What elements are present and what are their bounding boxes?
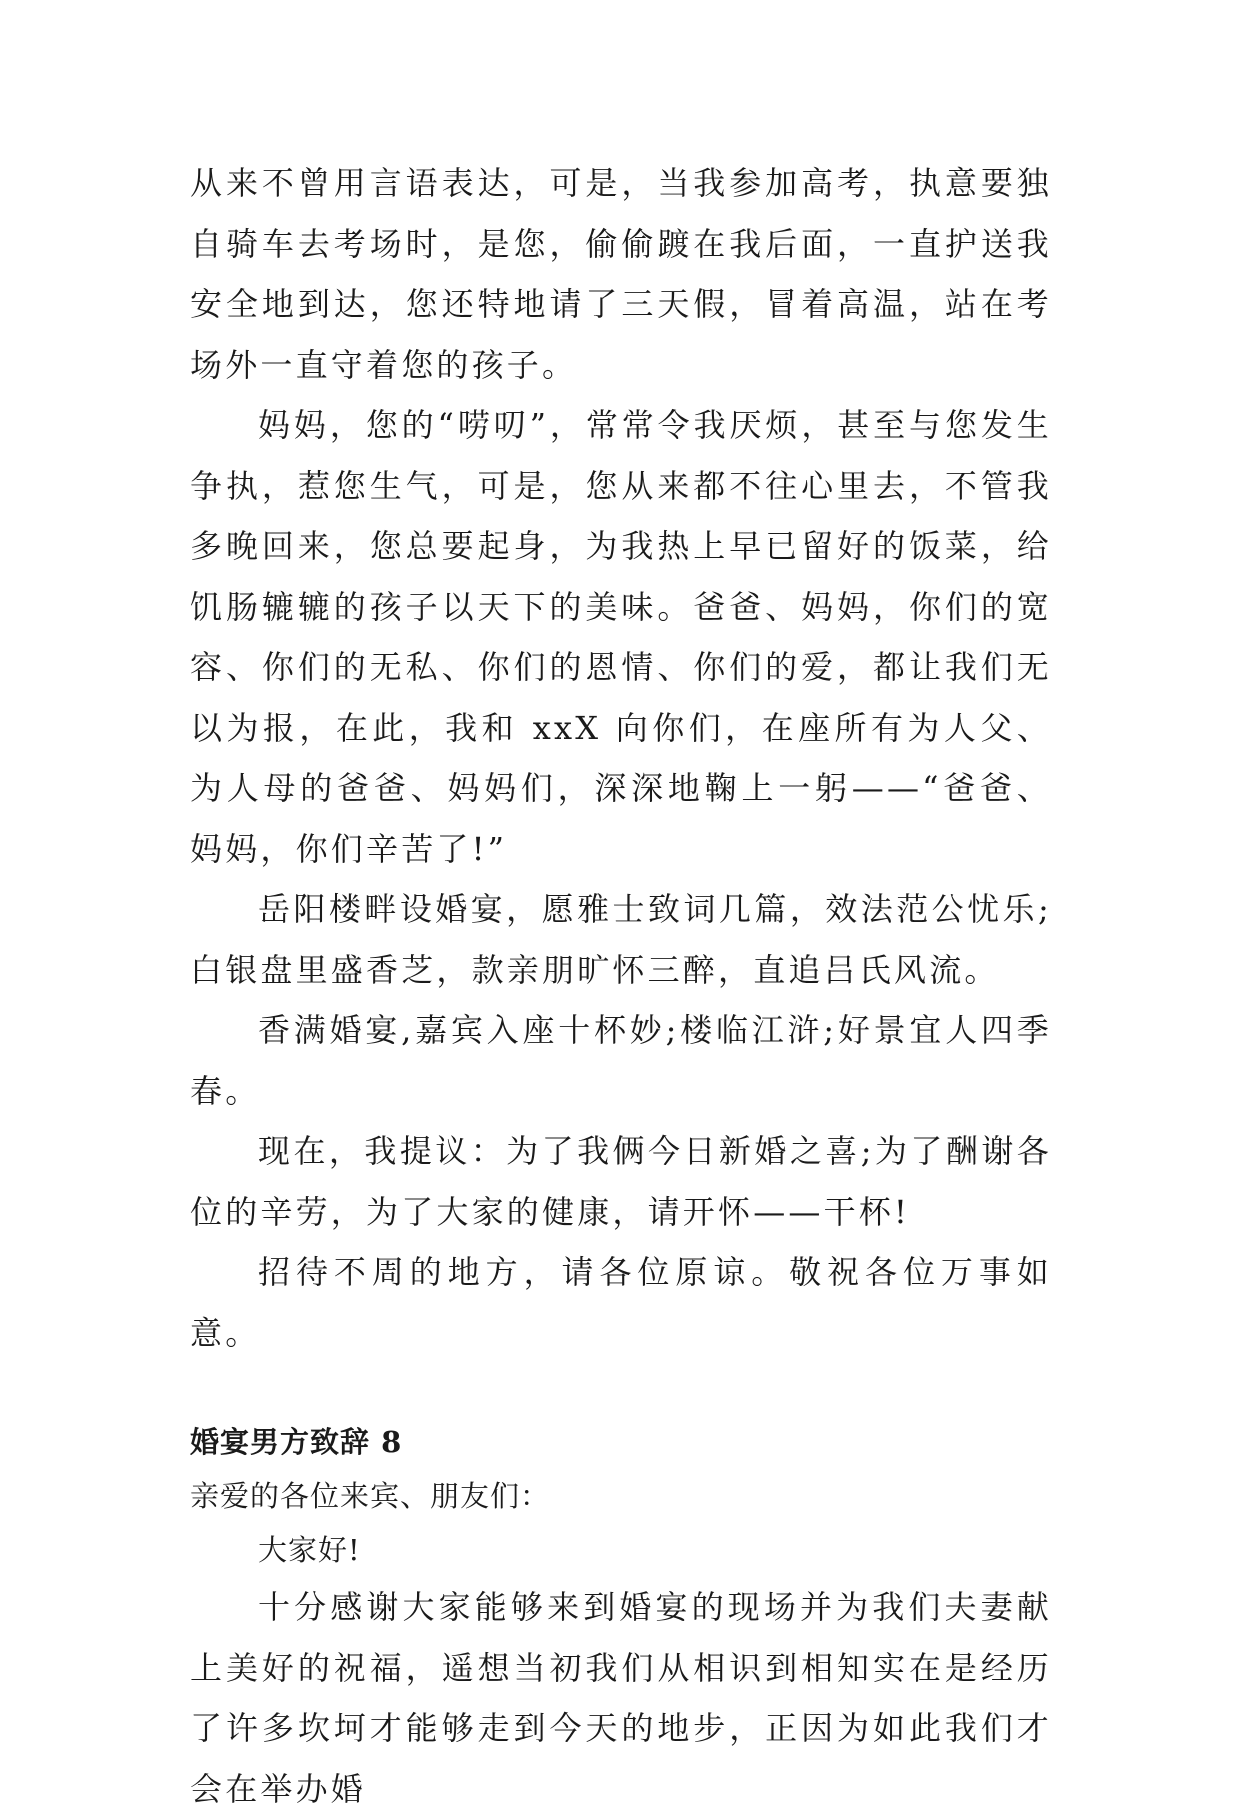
paragraph-4: 香满婚宴,嘉宾入座十杯妙;楼临江浒;好景宜人四季春。 bbox=[190, 1011, 1052, 1110]
salutation: 亲爱的各位来宾、朋友们： bbox=[190, 1479, 551, 1513]
paragraph-2: 妈妈，您的“唠叨”，常常令我厌烦，甚至与您发生争执，惹您生气，可是，您从来都不往心里去，不管我多晚回来，您总要起身，为我热上早已留好的饭菜，给饥肠辘辘的孩子以天下的美味。爸爸、妈妈，你们的宽容、你们的无私、你们的恩情、你们的爱，都让我们无以为报，在此，我和 xxX 向你们，在座所有为人父、为人母的爸爸、妈妈们，深深地鞠上一躬——“爸爸、妈妈，你们辛苦了!” bbox=[190, 406, 1052, 868]
paragraph-6: 招待不周的地方，请各位原谅。敬祝各位万事如意。 bbox=[190, 1253, 1052, 1352]
paragraph-3: 岳阳楼畔设婚宴，愿雅士致词几篇，效法范公忧乐;白银盘里盛香芝，款亲朋旷怀三醉，直追吕氏风流。 bbox=[190, 890, 1052, 989]
greeting: 大家好! bbox=[258, 1533, 361, 1567]
paragraph-5: 现在，我提议：为了我俩今日新婚之喜;为了酬谢各位的辛劳，为了大家的健康，请开怀——干杯! bbox=[190, 1132, 1052, 1231]
paragraph-7: 十分感谢大家能够来到婚宴的现场并为我们夫妻献上美好的祝福，遥想当初我们从相识到相知实在是经历了许多坎坷才能够走到今天的地步，正因为如此我们才会在举办婚 bbox=[190, 1588, 1052, 1808]
paragraph-1: 从来不曾用言语表达，可是，当我参加高考，执意要独自骑车去考场时，是您，偷偷踱在我后面，一直护送我安全地到达，您还特地请了三天假，冒着高温，站在考场外一直守着您的孩子。 bbox=[190, 164, 1052, 384]
section-title: 婚宴男方致辞 8 bbox=[190, 1425, 403, 1459]
document-body bbox=[190, 153, 1052, 1819]
section-gap bbox=[190, 1363, 1052, 1415]
